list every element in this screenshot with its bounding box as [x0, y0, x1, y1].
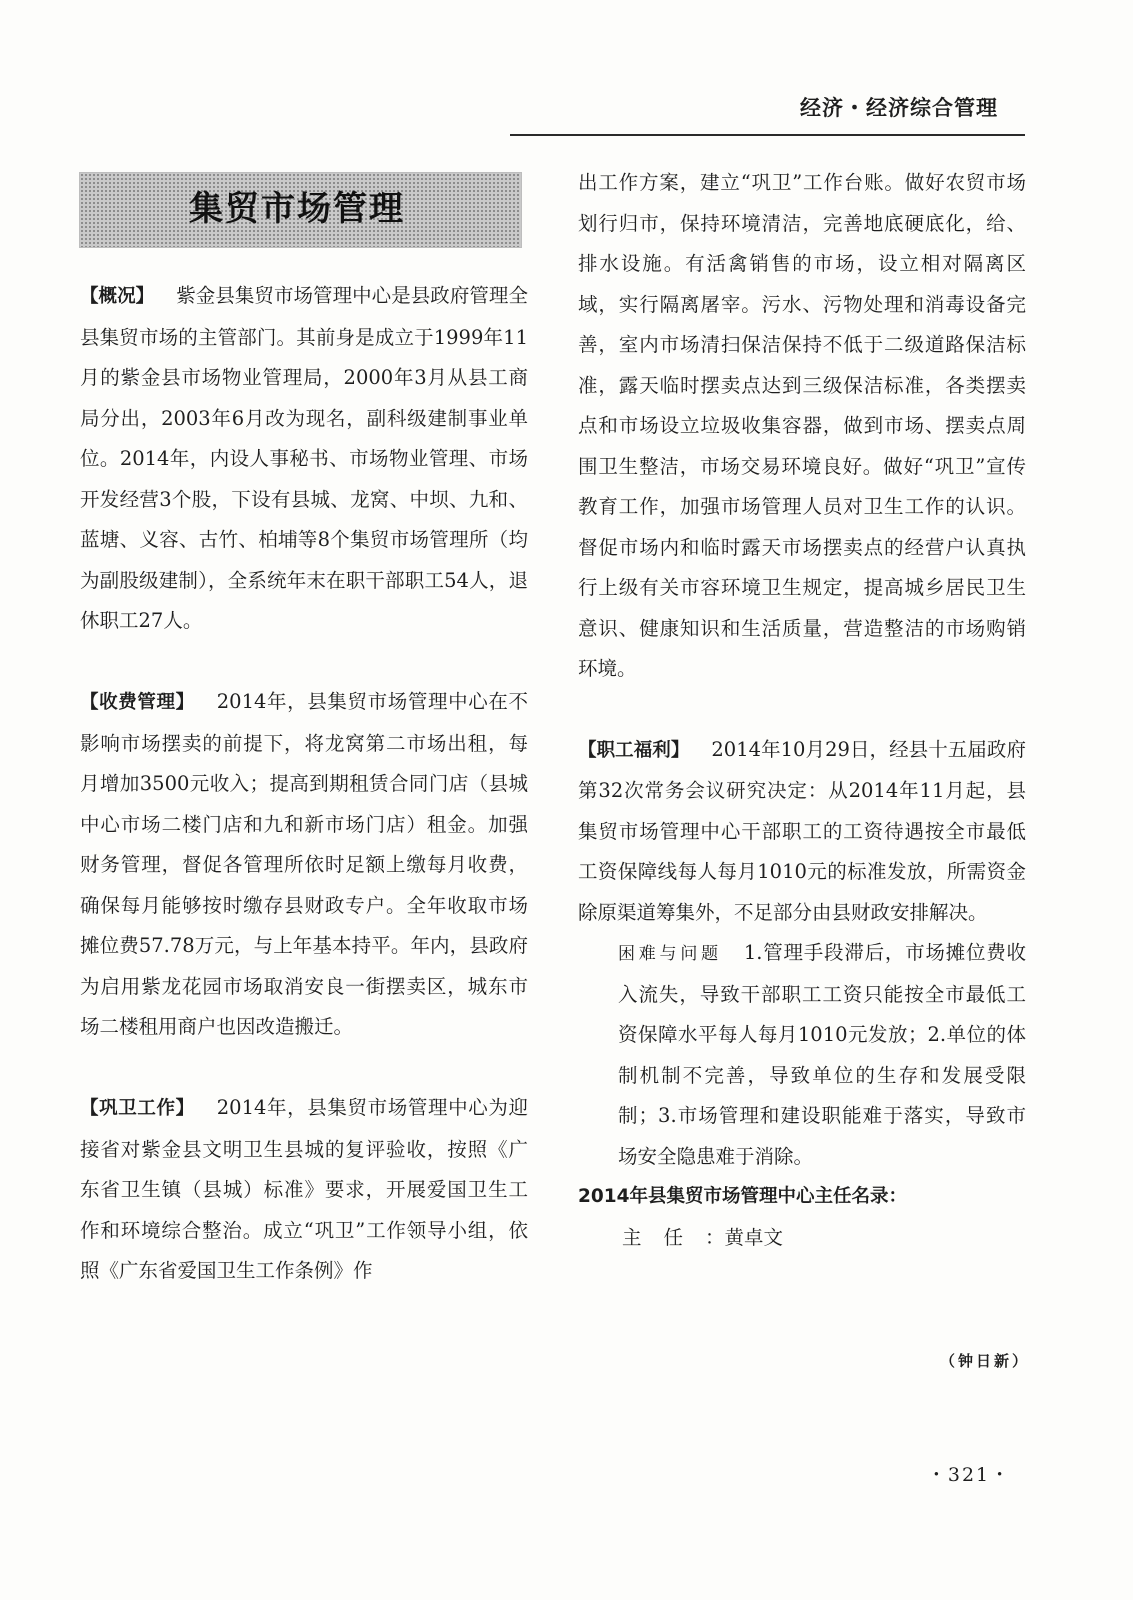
hygiene-heading: 【巩卫工作】 [80, 1098, 195, 1119]
roster-row [578, 1218, 1026, 1259]
page-number: ・321・ [926, 1464, 1012, 1486]
welfare-paragraph [578, 730, 1026, 934]
author-credit: （钟日新） [939, 1352, 1030, 1370]
hygiene-text-left: 2014年，县集贸市场管理中心为迎接省对紫金县文明卫生县城的复评验收，按照《广东省卫生镇（县城）标准》要求，开展爱国卫生工作和环境综合整治。成立“巩卫”工作领导小组，依照《广东省爱国卫生工作条例》作 [80, 1096, 528, 1282]
page-title: 集贸市场管理 [189, 189, 405, 229]
welfare-text: 2014年10月29日，经县十五届政府第32次常务会议研究决定：从2014年11月起，县集贸市场管理中心干部职工的工资待遇按全市最低工资保障线每人每月1010元的标准发放，所需资金除原渠道筹集外，不足部分由县财政安排解决。 [578, 737, 1026, 924]
header-rule [510, 134, 1025, 136]
hygiene-continuation: 出工作方案，建立“巩卫”工作台账。做好农贸市场划行归市，保持环境清洁，完善地底硬底化，给、排水设施。有活禽销售的市场，设立相对隔离区域，实行隔离屠宰。污水、污物处理和消毒设备完善，室内市场清扫保洁保持不低于二级道路保洁标准，露天临时摆卖点达到三级保洁标准，各类摆卖点和市场设立垃圾收集容器，做到市场、摆卖点周围卫生整洁，市场交易环境良好。做好“巩卫”宣传教育工作，加强市场管理人员对卫生工作的认识。督促市场内和临时露天市场摆卖点的经营户认真执行上级有关市容环境卫生规定，提高城乡居民卫生意识、健康知识和生活质量，营造整洁的市场购销环境。 [578, 171, 1026, 680]
roster-role: 主任 [622, 1225, 706, 1249]
fees-text: 2014年，县集贸市场管理中心在不影响市场摆卖的前提下，将龙窝第二市场出租，每月增加3500元收入；提高到期租赁合同门店（县城中心市场二楼门店和九和新市场门店）租金。加强财务管理，督促各管理所依时足额上缴每月收费，确保每月能够按时缴存县财政专户。全年收取市场摊位费57.78万元，与上年基本持平。年内，县政府为启用紫龙花园市场取消安良一街摆卖区，城东市场二楼租用商户也因改造搬迁。 [80, 690, 528, 1038]
roster-name: ：黄卓文 [705, 1225, 784, 1249]
hygiene-paragraph [80, 1088, 528, 1292]
overview-text: 紫金县集贸市场管理中心是县政府管理全县集贸市场的主管部门。其前身是成立于1999年11月的紫金县市场物业管理局，2000年3月从县工商局分出，2003年6月改为现名，副科级建制事业单位。2014年，内设人事秘书、市场物业管理、市场开发经营3个股，下设有县城、龙窝、中坝、九和、蓝塘、义容、古竹、柏埔等8个集贸市场管理所（均为副股级建制），全系统年末在职干部职工54人，退休职工27人。 [80, 284, 528, 632]
welfare-heading: 【职工福利】 [578, 739, 690, 761]
roster-title: 2014年县集贸市场管理中心主任名录： [578, 1186, 907, 1207]
overview-paragraph [80, 276, 528, 642]
right-column [578, 163, 1026, 1258]
fees-paragraph [80, 682, 528, 1048]
problems-heading: 困难与问题 [618, 944, 722, 964]
left-column [80, 276, 528, 1292]
fees-heading: 【收费管理】 [80, 692, 195, 713]
problems-paragraph [578, 933, 1026, 1177]
overview-heading: 【概况】 [80, 286, 155, 307]
section-header: 经济・经济综合管理 [800, 96, 998, 120]
problems-text: 1.管理手段滞后，市场摊位费收入流失，导致干部职工工资只能按全市最低工资保障水平每人每月1010元发放；2.单位的体制机制不完善，导致单位的生存和发展受限制；3.市场管理和建设职能难于落实，导致市场安全隐患难于消除。 [618, 941, 1026, 1168]
